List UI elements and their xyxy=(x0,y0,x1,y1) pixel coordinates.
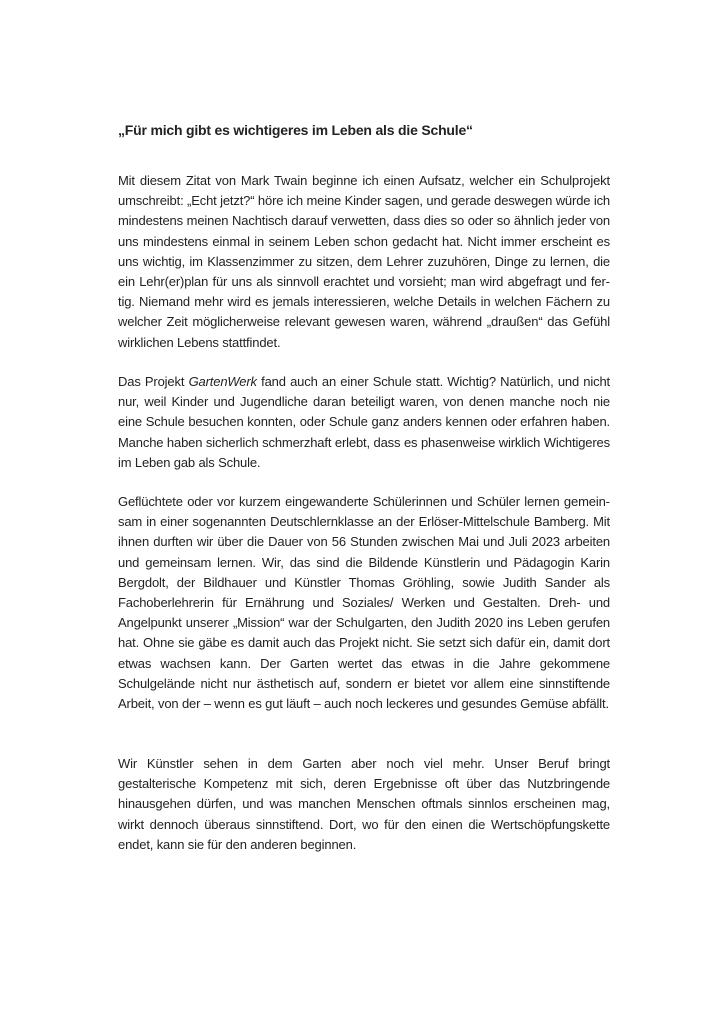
paragraph-2 xyxy=(118,372,610,473)
page-title: „Für mich gibt es wichtigeres im Leben als die Schule“ xyxy=(118,122,473,138)
paragraph-2-rest: fand auch an einer Schule statt. Wichtig? Natürlich, und nicht nur, weil Kinder und Jugendliche daran beteiligt waren, von denen manche noch nie eine Schule besuchen konnten, oder Schule ganz anders kennen oder erfahren haben. Manche haben sicherlich schmerzhaft erlebt, dass es phasenweise wirklich Wichtigeres im Leben gab als Schule. xyxy=(118,374,610,470)
project-name: GartenWerk xyxy=(188,374,257,389)
paragraph-2-intro: Das Projekt xyxy=(118,374,189,389)
paragraph-1: Mit diesem Zitat von Mark Twain beginne ich einen Aufsatz, welcher ein Schulprojekt umschreibt: „Echt jetzt?“ höre ich meine Kinder sagen, und gerade deswegen würde ich mindestens meinen Nachtisch darauf verwetten, dass dies so oder so ähnlich jeder von uns mindestens einmal in seinem Leben schon gedacht hat. Nicht immer erscheint es uns wichtig, im Klassenzimmer zu sitzen, dem Lehrer zuzuhören, Dinge zu lernen, die ein Lehr(er)plan für uns als sinnvoll erachtet und vorsieht; man wird abgefragt und fertig. Niemand mehr wird es jemals interessieren, welche Details in welchen Fächern zu welcher Zeit möglicherweise relevant gewesen waren, während „draußen“ das Gefühl wirklichen Lebens stattfindet. xyxy=(118,173,610,350)
paragraph-3: Geflüchtete oder vor kurzem eingewanderte Schülerinnen und Schüler lernen gemeinsam in einer sogenannten Deutschlernklasse an der Erlöser-Mittelschule Bamberg. Mit ihnen durften wir über die Dauer von 56 Stunden zwischen Mai und Juli 2023 arbeiten und gemeinsam lernen. Wir, das sind die Bildende Künstlerin und Pädagogin Karin Bergdolt, der Bildhauer und Künstler Thomas Gröhling, sowie Judith Sander als Fachoberlehrerin für Ernährung und Soziales/ Werken und Gestalten. Dreh- und Angelpunkt unserer „Mission“ war der Schulgarten, den Judith 2020 ins Leben gerufen hat. Ohne sie gäbe es damit auch das Projekt nicht. Sie setzt sich dafür ein, damit dort etwas wachsen kann. Der Garten wertet das etwas in die Jahre gekommene Schulgelände nicht nur ästhetisch auf, sondern er bietet vor allem eine sinnstiftende Arbeit, von der – wenn es gut läuft – auch noch leckeres und gesundes Gemüse abfällt. xyxy=(118,494,610,712)
document-page xyxy=(118,0,610,1023)
paragraph-4: Wir Künstler sehen in dem Garten aber noch viel mehr. Unser Beruf bringt gestalterische Kompetenz mit sich, deren Ergebnisse oft über das Nutzbringende hinausgehen dürfen, und was manchen Menschen oftmals sinnlos erscheinen mag, wirkt dennoch überaus sinnstiftend. Dort, wo für den einen die Wertschöpfungskette endet, kann sie für den anderen beginnen. xyxy=(118,756,610,852)
